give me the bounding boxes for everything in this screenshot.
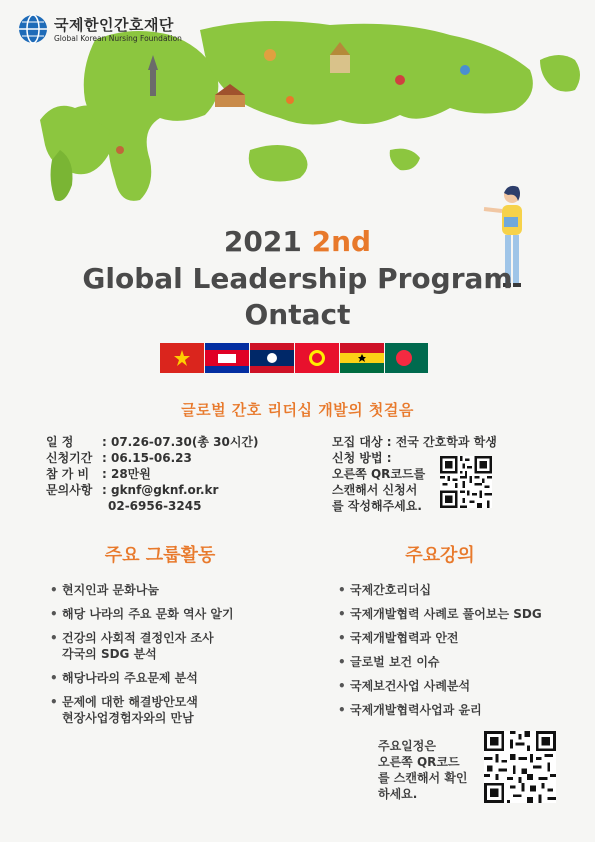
list-item: • 문제에 대한 해결방안모색 <box>50 694 234 710</box>
list-item: • 국제보건사업 사례분석 <box>338 678 542 702</box>
contact-label: 문의사항 <box>46 483 93 497</box>
contact-email: : gknf@gknf.or.kr <box>102 483 219 497</box>
country-flags <box>160 343 428 373</box>
vietnam-flag <box>160 343 204 373</box>
list-item: • 국제개발협력과 안전 <box>338 630 542 654</box>
list-item: • 해당나라의 주요문제 분석 <box>50 670 234 694</box>
title-edition: 2nd <box>311 225 372 258</box>
program-title-sub: Ontact <box>244 298 351 331</box>
program-info <box>46 434 259 514</box>
title-year: 2021 <box>223 225 302 258</box>
apply-target: 모집 대상 : 전국 간호학과 학생 <box>332 435 497 449</box>
apply-period-label: 신청기간 <box>46 451 93 465</box>
foundation-logo <box>18 12 218 48</box>
list-item: 각국의 SDG 분석 <box>62 647 157 661</box>
lectures-title: 주요강의 <box>405 545 475 566</box>
info-fee <box>46 466 259 482</box>
lectures-list <box>338 582 542 726</box>
list-item: • 현지인과 문화나눔 <box>50 582 234 606</box>
list-item: 현장사업경험자와의 만남 <box>62 711 194 725</box>
list-item: • 국제개발협력사업과 윤리 <box>338 702 542 726</box>
schedule-qr-code[interactable] <box>484 731 556 803</box>
bangladesh-flag <box>385 343 428 373</box>
fee-value: : 28만원 <box>102 467 151 481</box>
period-value: : 07.26-07.30(총 30시간) <box>102 435 259 449</box>
program-subtitle: 글로벌 간호 리더십 개발의 첫걸음 <box>181 401 414 419</box>
note-line-2: 오른쪽 QR코드 <box>378 755 460 769</box>
application-qr-code[interactable] <box>440 456 492 508</box>
contact-phone: 02-6956-3245 <box>108 499 202 513</box>
list-item: • 해당 나라의 주요 문화 역사 알기 <box>50 606 234 630</box>
program-title-year <box>0 225 595 258</box>
list-item: • 건강의 사회적 결정인자 조사 <box>50 630 234 646</box>
info-apply-period <box>46 450 259 466</box>
apply-line-1: 오른쪽 QR코드를 <box>332 467 426 481</box>
group-activities-title: 주요 그룹활동 <box>104 545 216 566</box>
fee-label: 참 가 비 <box>46 467 90 481</box>
org-name-korean: 국제한인간호재단 <box>54 16 174 34</box>
info-period <box>46 434 259 450</box>
apply-period-value: : 06.15-06.23 <box>102 451 192 465</box>
org-name-english: Global Korean Nursing Foundation <box>54 34 182 43</box>
ghana-flag <box>340 343 384 373</box>
period-label: 일 정 <box>46 435 74 449</box>
apply-method: 신청 방법 : <box>332 451 392 465</box>
group-activities-list <box>50 582 234 734</box>
cambodia-flag <box>205 343 249 373</box>
globe-icon <box>18 14 48 44</box>
note-line-4: 하세요. <box>378 787 418 801</box>
laos-flag <box>250 343 294 373</box>
list-item: • 국제간호리더십 <box>338 582 542 606</box>
list-item: • 국제개발협력 사례로 풀어보는 SDG <box>338 606 542 630</box>
note-line-3: 를 스캔해서 확인 <box>378 771 468 785</box>
list-item: • 글로벌 보건 이슈 <box>338 654 542 678</box>
kyrgyzstan-flag <box>295 343 339 373</box>
info-contact <box>46 482 259 498</box>
program-title-main: Global Leadership Program <box>82 262 513 295</box>
apply-line-3: 를 작성해주세요. <box>332 499 422 513</box>
note-line-1: 주요일정은 <box>378 739 436 753</box>
apply-line-2: 스캔해서 신청서 <box>332 483 418 497</box>
schedule-note <box>378 738 468 802</box>
